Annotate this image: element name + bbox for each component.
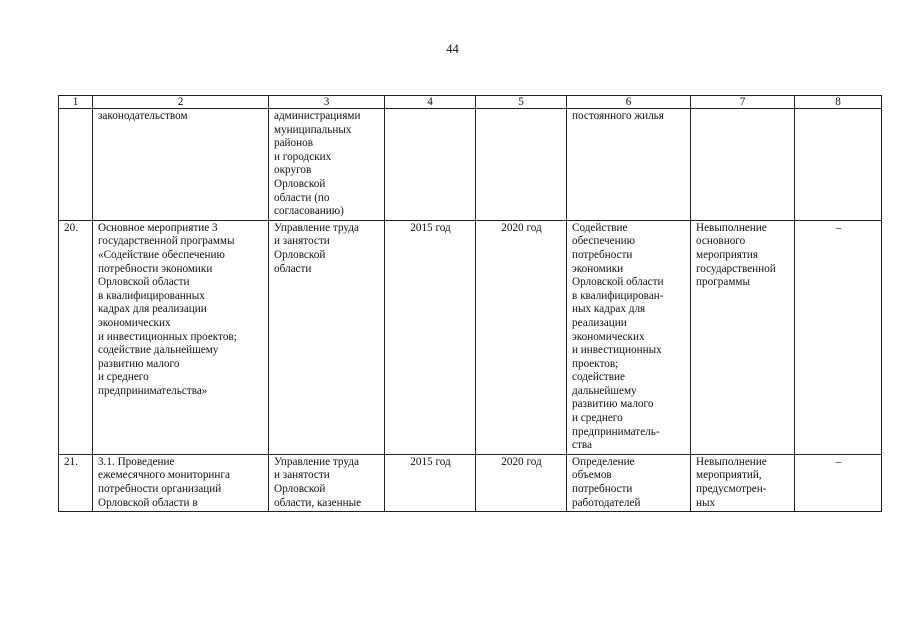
- header-col-6: 6: [567, 96, 691, 109]
- end-date-cell: 2020 год: [476, 220, 567, 454]
- header-col-5: 5: [476, 96, 567, 109]
- measure-name-cell: Основное мероприятие 3 государственной программы «Содействие обеспечению потребности экономики Орловской области в квалифицированных кадрах для реализации экономических и инвестиционных проектов; содействие дальнейшему развитию малого и среднего предпринимательства»: [93, 220, 269, 454]
- consequences-cell: [691, 109, 795, 221]
- header-col-3: 3: [269, 96, 385, 109]
- executor-cell: Управление труда и занятости Орловской области: [269, 220, 385, 454]
- start-date-cell: 2015 год: [385, 454, 476, 511]
- executor-cell: Управление труда и занятости Орловской области, казенные: [269, 454, 385, 511]
- executor-cell: администрациями муниципальных районов и городских округов Орловской области (по согласованию): [269, 109, 385, 221]
- link-cell: [795, 109, 882, 221]
- expected-result-cell: Содействие обеспечению потребности экономики Орловской области в квалифицирован- ных кадрах для реализации экономических и инвестиционных проектов; содействие дальнейшему развитию малого и среднего предприниматель- ства: [567, 220, 691, 454]
- start-date-cell: [385, 109, 476, 221]
- measure-name-cell: законодательством: [93, 109, 269, 221]
- start-date-cell: 2015 год: [385, 220, 476, 454]
- row-number-cell: [59, 109, 93, 221]
- link-cell: –: [795, 220, 882, 454]
- consequences-cell: Невыполнение основного мероприятия государственной программы: [691, 220, 795, 454]
- link-cell: –: [795, 454, 882, 511]
- expected-result-cell: постоянного жилья: [567, 109, 691, 221]
- expected-result-cell: Определение объемов потребности работодателей: [567, 454, 691, 511]
- program-measures-table: [58, 95, 882, 512]
- measure-name-cell: 3.1. Проведение ежемесячного мониторинга потребности организаций Орловской области в: [93, 454, 269, 511]
- header-col-7: 7: [691, 96, 795, 109]
- end-date-cell: 2020 год: [476, 454, 567, 511]
- table-row: [59, 109, 882, 221]
- header-col-1: 1: [59, 96, 93, 109]
- header-col-8: 8: [795, 96, 882, 109]
- end-date-cell: [476, 109, 567, 221]
- row-number-cell: 20.: [59, 220, 93, 454]
- consequences-cell: Невыполнение мероприятий, предусмотрен- ных: [691, 454, 795, 511]
- header-col-2: 2: [93, 96, 269, 109]
- row-number-cell: 21.: [59, 454, 93, 511]
- header-row: [59, 96, 882, 109]
- header-col-4: 4: [385, 96, 476, 109]
- table-row: [59, 220, 882, 454]
- table-row: [59, 454, 882, 511]
- page-number: 44: [446, 42, 459, 56]
